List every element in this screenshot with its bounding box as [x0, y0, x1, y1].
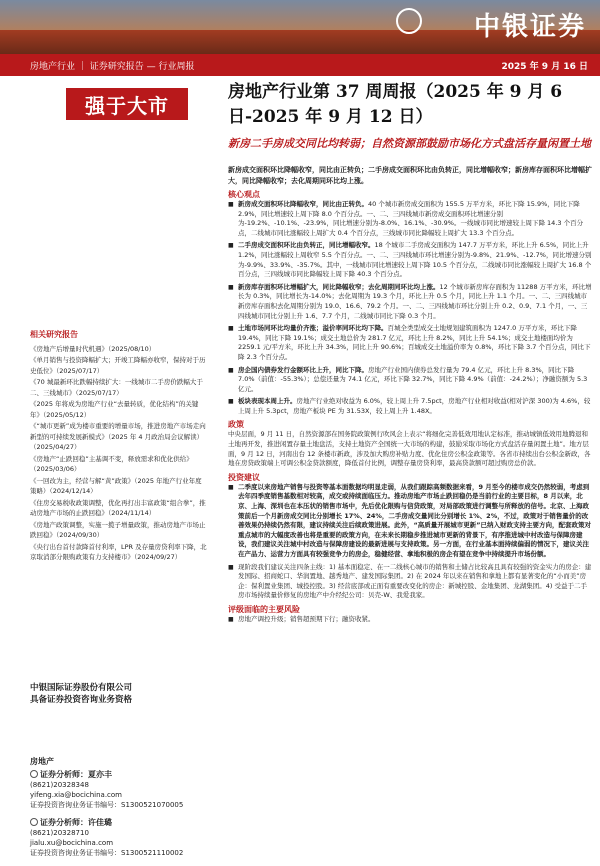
rating-badge: 强于大市	[66, 88, 188, 120]
analyst-email[interactable]: yifeng.xia@bocichina.com	[30, 791, 122, 799]
advice-bullet: ■ 现阶段我们建议关注四条主线：1) 基本面稳定、在一二线核心城市的销售和土储占比较高且具有较强的资金实力的房企：建发国际、招商蛇口、华润置地、越秀地产、建发国际集团。2) 在 2024 年以来在销售和拿地上都有显著变化的“小而美”房企：保利置业集团、城投控股。3) 经营底部或正面有重要改变化的房企：新城控股、金地集团、龙湖集团。4) 受益于二手房市场持续量价修复的房地产中介经纪公司：贝壳-W、我爱我家。	[228, 563, 592, 601]
advice-bullet: ■ 二季度以来房地产销售与投资等基本面数据均明显走弱，从我们跟踪高频数据来看，9 月至今的楼市成交仍然较弱，考虑到去年四季度销售基数相对较高，成交或持续面临压力。推动房地产市场止跌回稳仍是当前行业的主要目标，8 月以来，北京、上海、深圳也在本压状的销售市场中，先后优化限购与信贷政策，对局部政策进行调整与所释放的信号。北京、上海政策前后一个月新房成交同比分别增长 17%、24%，二手房成交量同比分别增长 1%、2%，不过，政策对于销售量价的改善效果仍持续仍然有限，建议持续关注后续政策进展。此外，“高质量开展城市更新”已纳入财政支持主要方向，配套政策对重点城市的大幅度改善也将是重要的政策方向，在未来长期稳步推进城市更新的背景下，有序推进城中村改造与保障房建设，我们建议关注城中村改造与保障房建设的最新进展与支持政策。另一方面，在行业基本面持续偏弱的情况下，建议关注在产品力、运营力方面具有较强竞争力的房企，稳健经营、拿地积极的房企有望在竞争中持续提升市场份额。	[228, 483, 592, 560]
related-report-item[interactable]: 《房地产政策调整，实施一揽子增量政策，推动房地产市场止跌回稳》（2024/09/30）	[30, 520, 206, 539]
company-name: 中银国际证券股份有限公司 具备证券投资咨询业务资格	[30, 683, 133, 705]
related-report-item[interactable]: 《单月销售与投资降幅扩大；开竣工降幅亦收窄，保持对于历史低位》（2025/07/17）	[30, 356, 206, 375]
related-reports-title: 相关研究报告	[30, 330, 78, 339]
analyst-card	[30, 818, 216, 858]
sector-label: 房地产	[30, 757, 54, 766]
core-bullet: ■ 房企国内债券发行金额环比上升，同比下降。房地产行业国内债券总发行量为 79.4 亿元，环比上升 8.3%，同比下降 7.0%（前值：-55.3%）；总偿还量为 74.1 亿元，环比下降 32.7%，同比下降 4.9%（前值：-24.2%）；净融资额为 5.3 亿元。	[228, 366, 592, 395]
report-date: 2025 年 9 月 16 日	[501, 61, 588, 72]
analyst-name: 证券分析师：夏亦丰	[40, 770, 112, 779]
analyst-email[interactable]: jialu.xu@bocichina.com	[30, 839, 114, 847]
analyst-phone: (8621)20328710	[30, 829, 89, 837]
core-bullet: ■ 土地市场同环比均量价齐涨；溢价率同环比均下降。百城全类型成交土地规划建筑面积为 1247.0 万平方米，环比下降 19.4%，同比下降 19.1%；成交土地总价为 281.7 亿元，环比上升 8.2%，同比上升 54.1%；成交土地楼面均价为 2259.1 元/平方米，环比上升 34.3%，同比上升 90.6%；百城成交土地溢价率为 0.8%，环比下降 3.7 个百分点，同比下降 2.3 个百分点。	[228, 324, 592, 362]
core-bullet: ■ 板块表现本周上升。房地产行业绝对收益为 6.0%，较上周上升 7.5pct，房地产行业相对收益(相对沪深 300)为 4.6%，较上周上升 5.3pct，房地产板块 PE 为 31.53X，较上周上升 1.48X。	[228, 397, 592, 416]
risk-bullet: ■ 房地产调控升级；销售超预期下行；融资收紧。	[228, 615, 592, 625]
summary-paragraph: 新房成交面积环比降幅收窄，同比由正转负；二手房成交面积环比由负转正，同比增幅收窄；新房库存面积环比增幅扩大，同比降幅收窄；去化周期同环比均上涨。	[228, 166, 592, 185]
analysts	[30, 770, 216, 866]
advice-bullets	[228, 483, 592, 601]
related-report-item[interactable]: 《一回改为主，经营与解“黄”政策》（2025 年地产行业年度策略）（2024/12/14）	[30, 476, 202, 495]
risk-bullets	[228, 615, 592, 625]
analyst-name: 证券分析师：许佳璐	[40, 818, 112, 827]
policy-paragraph: 中央层面，9 月 11 日，自然资源部在国务院政策例行吹风会上表示“将细化完善低效用地认定标准，推动城镇低效用地腾退和土地再开发，推进闲置存量土地盘活，支持土地资产全国统一大市场的构建，鼓励采取市场化方式盘活存量闲置土地”。地方层面，9 月 12 日，河南出台 12 条楼市新政，涉及加大购房补贴力度、优化住房公积金政策等。各省市持续出台公积金新政，各地在房贷政策端上可调公积金贷款额度，降低首付比例，调整存量房贷利率，最高贷款额可超过购房总价款。	[228, 430, 591, 468]
risk-heading: 评级面临的主要风险	[228, 604, 300, 614]
header-banner	[0, 0, 600, 54]
related-report-item[interactable]: 《央行出台首付款降首付利率，LPR 及存量房贷利率下降，北京取消部分限购政策有力支持楼市》（2024/09/27）	[30, 542, 207, 561]
boc-logo-icon	[396, 8, 422, 34]
main-content	[228, 80, 592, 628]
brand-logo: 中银证券	[473, 12, 586, 42]
related-report-item[interactable]: 《“城市更新”成为楼市重要的增量市场，推进房地产市场走向新型的可持续发展新模式》（2025 年 4 月政治局会议解读）（2025/04/27）	[30, 422, 206, 451]
report-info-bar	[0, 54, 600, 76]
core-bullets	[228, 200, 592, 416]
core-bullet: ■ 新房成交面积环比降幅收窄，同比由正转负。40 个城市新房成交面积为 155.5 万平方米，环比下降 15.9%，同比下降 2.9%，同比增速较上周下降 8.0 个百分点。一、二、三四线城市新房成交面积环比增速分别为-19.2%、-10.1%、-23.9%，同比增速分别为-8.0%、16.1%、-30.9%。一线城市同比增速较上周下降 14.3 个百分点，二线城市同比涨幅较上周扩大 0.4 个百分点，三线城市同比降幅较上周扩大 13.3 个百分点。	[228, 200, 592, 238]
analyst-cert: 证券投资咨询业务证书编号：S1300521110002	[30, 849, 184, 857]
person-icon	[30, 818, 38, 826]
policy-heading: 政策	[228, 420, 244, 430]
related-report-item[interactable]: 《2025 年将成为房地产行业“去量转质，优化结构”的关键年》（2025/05/12）	[30, 400, 199, 419]
analyst-cert: 证券投资咨询业务证书编号：S1300521070005	[30, 801, 184, 809]
analyst-card	[30, 770, 216, 810]
report-subtitle: 新房二手房成交同比均转弱；自然资源部鼓励市场化方式盘活存量闲置土地	[228, 137, 591, 150]
report-section: 房地产行业 ｜ 证券研究报告 — 行业周报	[30, 61, 195, 72]
core-bullet: ■ 二手房成交面积环比由负转正，同比增幅收窄。18 个城市二手房成交面积为 147.7 万平方米，环比上升 6.5%，同比上升 1.2%，同比涨幅较上周收窄 5.5 个百分点。一、二、三四线城市环比增速分别为-9.8%、21.9%、-12.7%，同比增速分别为-9.9%、33.9%、-35.7%。其中，一线城市同比增速较上周下降 10.5 个百分点，二线城市同比涨幅较上周扩大 16.8 个百分点，三四线城市同比降幅较上周下降 40.3 个百分点。	[228, 241, 592, 279]
related-reports	[30, 330, 208, 564]
advice-heading: 投资建议	[228, 472, 260, 482]
analyst-phone: (8621)20328348	[30, 781, 89, 789]
person-icon	[30, 770, 38, 778]
core-heading: 核心观点	[228, 190, 260, 199]
related-report-item[interactable]: 《70 城最新环比跌幅持续扩大：一线城市二手房价跌幅大于二、三线城市》（2025/07/17）	[30, 378, 203, 397]
related-report-item[interactable]: 《住房交易税收政策调整，优化再打出丰富政策“组合拳”，推动房地产市场的止跌回稳》（2024/11/14）	[30, 498, 206, 517]
left-column	[0, 76, 222, 857]
related-report-item[interactable]: 《房地产后增量时代机遇》（2025/08/10）	[30, 344, 156, 353]
report-title: 房地产行业第 37 周周报（2025 年 9 月 6 日-2025 年 9 月 12 日）	[228, 82, 563, 127]
core-bullet: ■ 新房库存面积环比增幅扩大，同比降幅收窄；去化周期同环比均上涨。12 个城市新房库存面积为 11288 万平方米，环比增长为 0.3%，同比增长为-14.0%；去化周期为 19.3 个月，环比上升 0.5 个月，同比上升 1.1 个月。一、二、三四线城市新房库存面积去化周期分别为 19.0、16.6、79.2 个月。一、二、三四线城市环比分别上升 0.2、0.9、7.1 个月，一、三四线城市同比分别上升 1.6、7.7 个月，二线城市同比下降 0.3 个月。	[228, 283, 592, 321]
related-report-item[interactable]: 《房地产“止跌回稳”主基调不变，释放需求和优化供给》（2025/03/06）	[30, 454, 193, 473]
